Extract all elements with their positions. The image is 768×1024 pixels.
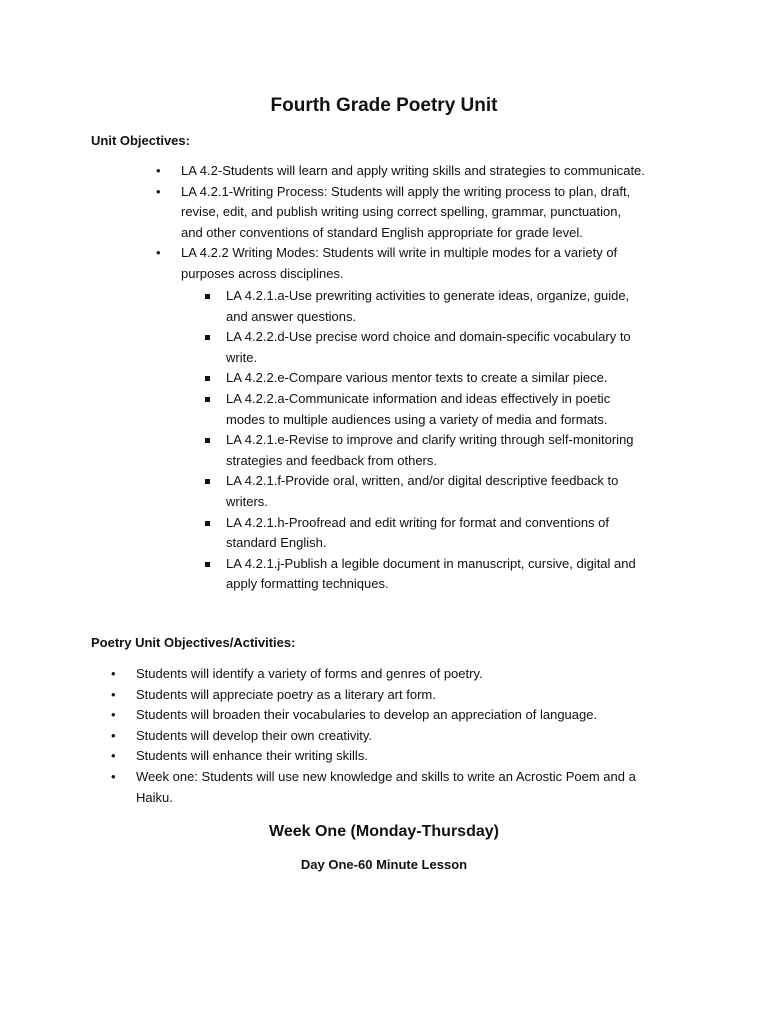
list-item-line: Week one: Students will use new knowledge and skills to write an Acrostic Poem and a [136,768,636,784]
list-item-line: LA 4.2.1.a-Use prewriting activities to generate ideas, organize, guide, [226,288,630,303]
list-item-line: LA 4.2.2.d-Use precise word choice and domain-specific vocabulary to [226,329,631,345]
bullet-icon: • [156,163,161,178]
list-item [111,726,636,747]
list-item [156,161,645,182]
list-item-line: standard English. [226,535,327,551]
list-item-line: apply formatting techniques. [226,576,389,592]
poetry-objectives-heading: Poetry Unit Objectives/Activities: [91,635,296,650]
list-item [111,664,636,685]
list-item-line: LA 4.2.1-Writing Process: Students will apply the writing process to plan, draft, [181,183,631,199]
list-item [226,389,636,430]
list-item [226,554,636,595]
unit-sub-objectives-list [226,286,636,595]
list-item-line: Haiku. [136,789,173,805]
list-item-line: LA 4.2.1.h-Proofread and edit writing for format and conventions of [226,514,610,530]
week-heading: Week One (Monday-Thursday) [269,823,499,840]
list-item-line: LA 4.2.2.a-Communicate information and ideas effectively in poetic [226,390,611,406]
unit-objectives-list [156,161,645,285]
list-item-line: Students will broaden their vocabularies to develop an appreciation of language. [136,707,598,723]
bullet-icon: • [111,727,116,743]
square-bullet-icon [205,376,210,381]
bullet-icon: • [111,707,116,723]
list-item [156,182,645,244]
list-item [111,685,636,706]
list-item-line: Students will appreciate poetry as a literary art form. [136,686,436,702]
list-item [226,471,636,512]
list-item [226,368,636,389]
square-bullet-icon [205,562,210,567]
list-item-line: and other conventions of standard English appropriate for grade level. [181,224,583,240]
list-item-line: Students will develop their own creativity. [136,727,373,743]
bullet-icon: • [111,666,116,681]
list-item-line: purposes across disciplines. [181,265,344,281]
list-item-line: LA 4.2.1.e-Revise to improve and clarify writing through self-monitoring [226,432,634,448]
square-bullet-icon [205,294,210,299]
list-item-line: LA 4.2.1.j-Publish a legible document in manuscript, cursive, digital and [226,555,636,571]
list-item-line: LA 4.2.2 Writing Modes: Students will write in multiple modes for a variety of [181,245,618,261]
bullet-icon: • [111,768,116,784]
square-bullet-icon [205,438,210,443]
day-heading: Day One-60 Minute Lesson [300,857,468,872]
list-item [156,243,645,284]
list-item [111,705,636,726]
list-item-line: modes to multiple audiences using a variety of media and formats. [226,411,608,427]
list-item-line: write. [226,349,258,365]
list-item-line: LA 4.2.1.f-Provide oral, written, and/or digital descriptive feedback to [226,473,619,489]
square-bullet-icon [205,397,210,402]
square-bullet-icon [205,335,210,340]
square-bullet-icon [205,521,210,526]
bullet-icon: • [111,686,116,702]
list-item-line: writers. [226,493,268,509]
list-item-line: LA 4.2.2.e-Compare various mentor texts to create a similar piece. [226,370,608,386]
list-item [111,767,636,808]
list-item [226,513,636,554]
poetry-objectives-list [111,664,636,808]
list-item-line: strategies and feedback from others. [226,452,438,468]
bullet-icon: • [111,748,116,764]
list-item [226,327,636,368]
bullet-icon: • [156,183,161,199]
document-title: Fourth Grade Poetry Unit [270,95,498,116]
unit-objectives-heading: Unit Objectives: [91,133,190,148]
list-item-line: Students will identify a variety of forms and genres of poetry. [136,666,483,681]
list-item-line: revise, edit, and publish writing using correct spelling, grammar, punctuation, [181,204,622,220]
list-item-line: LA 4.2-Students will learn and apply writing skills and strategies to communicate. [181,163,645,178]
list-item [226,286,636,327]
list-item [226,430,636,471]
list-item [111,746,636,767]
list-item-line: and answer questions. [226,308,357,324]
bullet-icon: • [156,245,161,261]
list-item-line: Students will enhance their writing skills. [136,748,368,764]
square-bullet-icon [205,479,210,484]
